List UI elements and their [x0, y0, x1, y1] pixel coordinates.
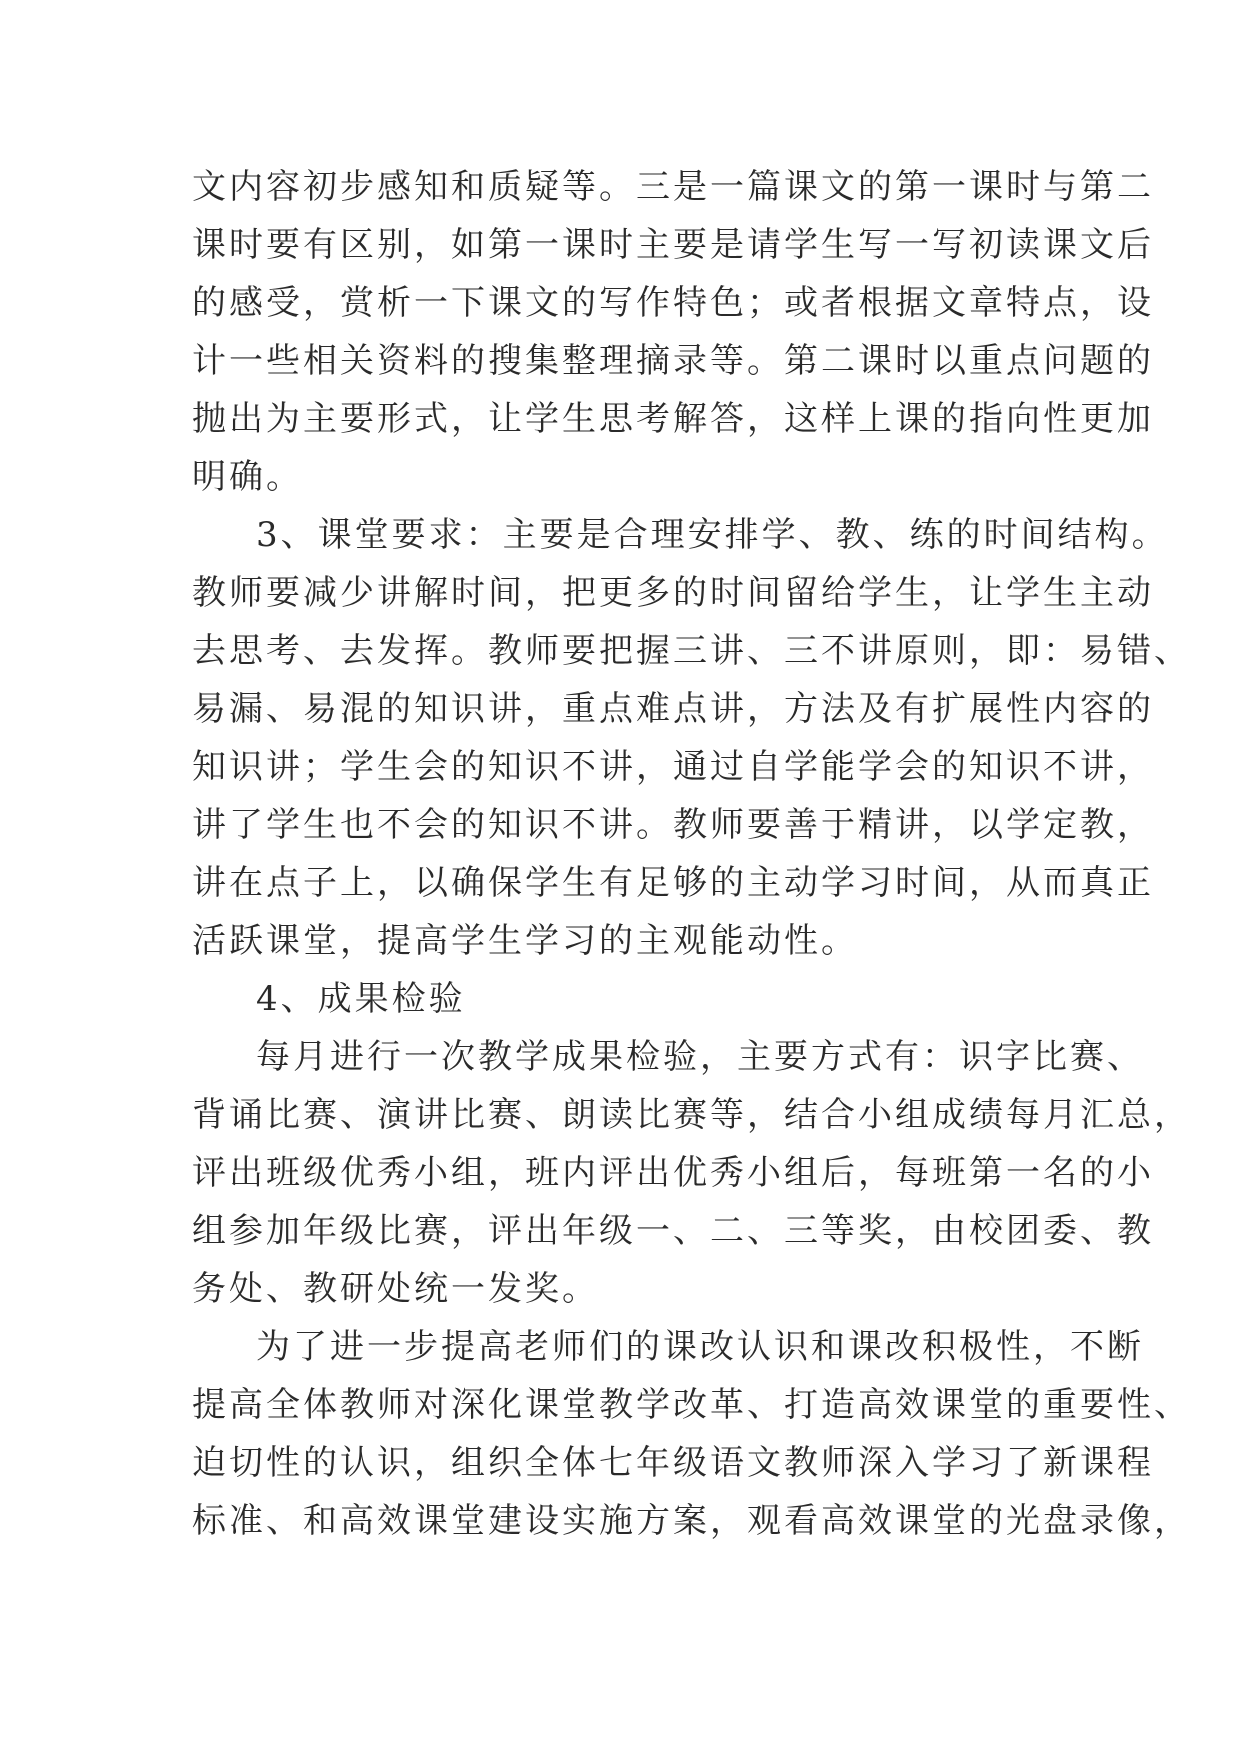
section-heading-classroom-requirements: 3、课堂要求：主要是合理安排学、教、练的时间结构。 — [256, 515, 1169, 555]
text-line: 教师要减少讲解时间，把更多的时间留给学生，让学生主动 — [192, 573, 1154, 613]
text-line: 标准、和高效课堂建设实施方案，观看高效课堂的光盘录像， — [192, 1501, 1191, 1541]
text-line: 抛出为主要形式，让学生思考解答，这样上课的指向性更加 — [192, 399, 1154, 439]
text-line: 迫切性的认识，组织全体七年级语文教师深入学习了新课程 — [192, 1443, 1154, 1483]
text-line: 提高全体教师对深化课堂教学改革、打造高效课堂的重要性、 — [192, 1385, 1191, 1425]
text-line: 务处、教研处统一发奖。 — [192, 1269, 599, 1309]
text-line: 课时要有区别，如第一课时主要是请学生写一写初读课文后 — [192, 225, 1154, 265]
text-line: 讲了学生也不会的知识不讲。教师要善于精讲，以学定教， — [192, 805, 1154, 845]
text-line: 知识讲；学生会的知识不讲，通过自学能学会的知识不讲， — [192, 747, 1154, 787]
text-line: 背诵比赛、演讲比赛、朗读比赛等，结合小组成绩每月汇总， — [192, 1095, 1191, 1135]
section-heading-results-check: 4、成果检验 — [256, 979, 466, 1019]
text-line: 的感受，赏析一下课文的写作特色；或者根据文章特点，设 — [192, 283, 1154, 323]
text-line: 去思考、去发挥。教师要把握三讲、三不讲原则，即：易错、 — [192, 631, 1191, 671]
text-line: 评出班级优秀小组，班内评出优秀小组后，每班第一名的小 — [192, 1153, 1154, 1193]
text-line: 讲在点子上，以确保学生有足够的主动学习时间，从而真正 — [192, 863, 1154, 903]
text-line: 每月进行一次教学成果检验，主要方式有：识字比赛、 — [256, 1037, 1144, 1077]
text-line: 文内容初步感知和质疑等。三是一篇课文的第一课时与第二 — [192, 167, 1154, 207]
text-line: 活跃课堂，提高学生学习的主观能动性。 — [192, 921, 858, 961]
text-line: 计一些相关资料的搜集整理摘录等。第二课时以重点问题的 — [192, 341, 1154, 381]
text-line: 组参加年级比赛，评出年级一、二、三等奖，由校团委、教 — [192, 1211, 1154, 1251]
text-line: 易漏、易混的知识讲，重点难点讲，方法及有扩展性内容的 — [192, 689, 1154, 729]
text-line: 为了进一步提高老师们的课改认识和课改积极性，不断 — [256, 1327, 1144, 1367]
text-line: 明确。 — [192, 457, 303, 497]
